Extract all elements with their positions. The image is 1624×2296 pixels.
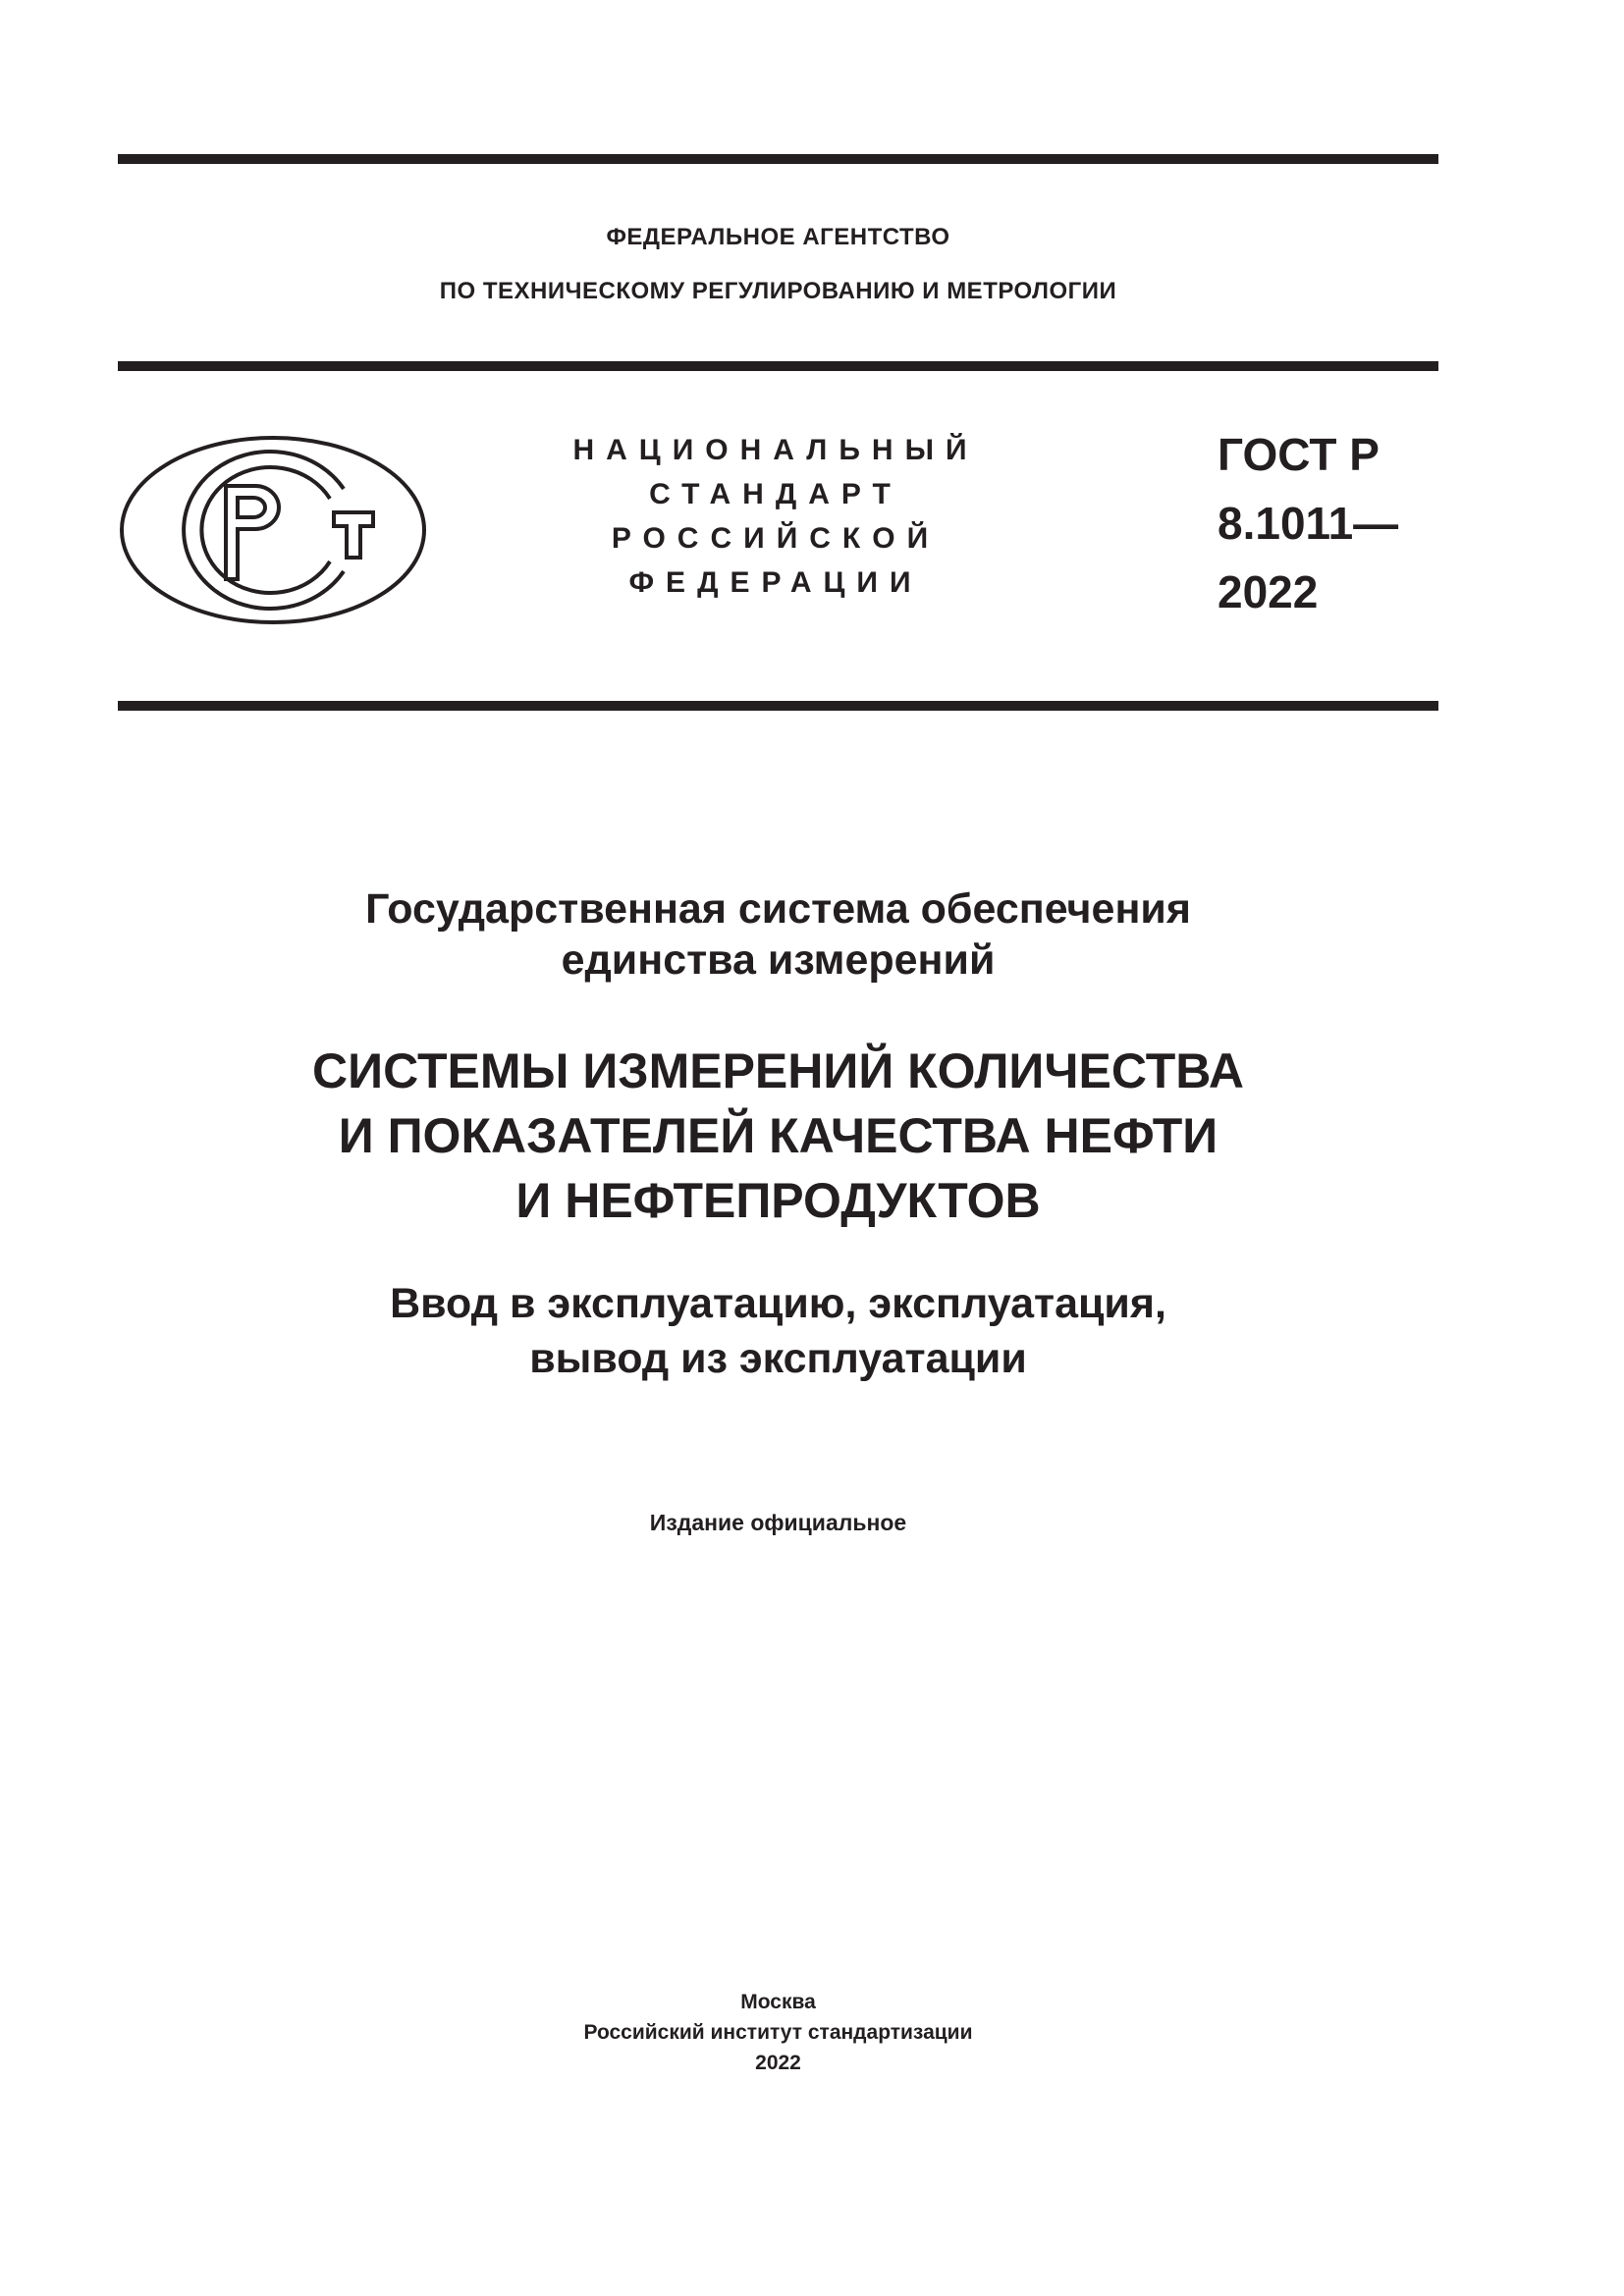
gost-line-1: ГОСТ Р — [1218, 429, 1380, 480]
header-divider-rule — [118, 361, 1438, 371]
publisher-footer — [118, 1987, 1438, 2078]
top-rule — [118, 154, 1438, 164]
main-title-line-2: И ПОКАЗАТЕЛЕЙ КАЧЕСТВА НЕФТИ — [338, 1108, 1218, 1163]
gost-line-3: 2022 — [1218, 566, 1319, 617]
series-title-line-1: Государственная система обеспечения — [365, 885, 1191, 933]
gost-line-2: 8.1011— — [1218, 498, 1399, 549]
document-main-title — [118, 1039, 1438, 1233]
national-line-4: ФЕДЕРАЦИИ — [628, 566, 923, 599]
footer-city: Москва — [740, 1991, 816, 2013]
block-divider-rule — [118, 701, 1438, 711]
gost-number — [1218, 420, 1398, 626]
main-title-line-1: СИСТЕМЫ ИЗМЕРЕНИЙ КОЛИЧЕСТВА — [312, 1043, 1244, 1098]
national-line-1: НАЦИОНАЛЬНЫЙ — [572, 434, 979, 466]
national-standard-label — [530, 428, 1021, 605]
rst-emblem-icon — [116, 432, 430, 628]
edition-label: Издание официальное — [649, 1510, 907, 1535]
national-line-3: РОССИЙСКОЙ — [611, 522, 941, 555]
agency-name-line1: ФЕДЕРАЛЬНОЕ АГЕНТСТВО — [606, 224, 950, 250]
series-title-line-2: единства измерений — [561, 936, 996, 984]
subtitle-line-1: Ввод в эксплуатацию, эксплуатация, — [390, 1280, 1166, 1327]
series-title — [118, 883, 1438, 986]
agency-name-line2: ПО ТЕХНИЧЕСКОМУ РЕГУЛИРОВАНИЮ И МЕТРОЛОГИИ — [439, 278, 1117, 304]
footer-year: 2022 — [755, 2052, 801, 2074]
document-subtitle — [118, 1276, 1438, 1386]
national-line-2: СТАНДАРТ — [649, 478, 902, 510]
subtitle-line-2: вывод из эксплуатации — [529, 1335, 1027, 1382]
main-title-line-3: И НЕФТЕПРОДУКТОВ — [515, 1173, 1041, 1228]
footer-publisher: Российский институт стандартизации — [583, 2021, 973, 2044]
